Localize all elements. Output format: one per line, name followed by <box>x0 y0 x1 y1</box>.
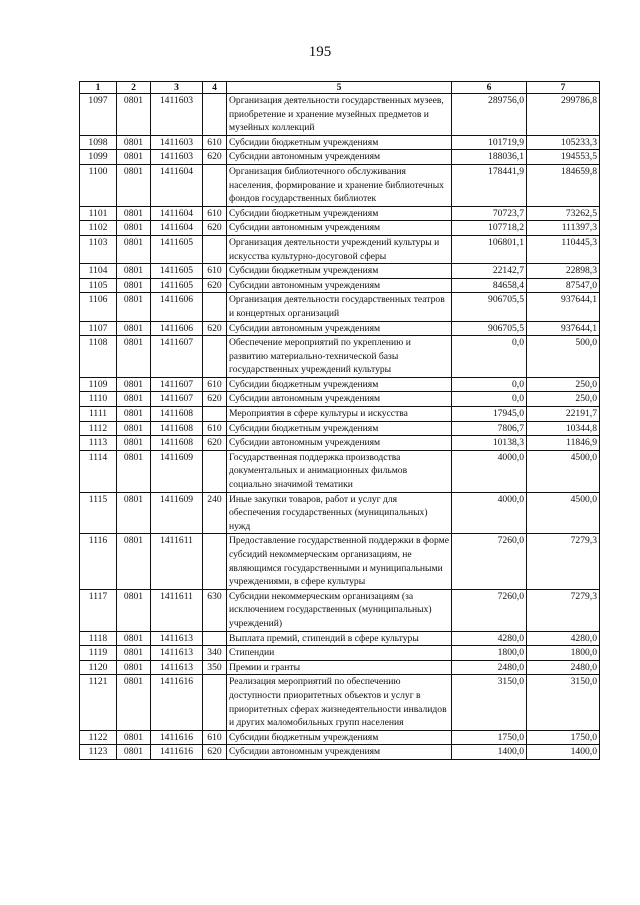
table-row <box>80 336 600 378</box>
table-row <box>80 293 600 321</box>
row-number: 1101 <box>80 206 117 221</box>
row-description: Субсидии автономным учреждениям <box>227 436 452 451</box>
article-code: 1411607 <box>151 377 203 392</box>
table-row <box>80 264 600 279</box>
row-number: 1099 <box>80 150 117 165</box>
row-number: 1108 <box>80 336 117 378</box>
expense-type-code: 620 <box>203 278 227 293</box>
section-code: 0801 <box>117 321 151 336</box>
amount-col-6: 188036,1 <box>452 150 527 165</box>
section-code: 0801 <box>117 164 151 206</box>
expense-type-code <box>203 336 227 378</box>
row-number: 1115 <box>80 492 117 534</box>
amount-col-7: 110445,3 <box>527 235 600 263</box>
row-number: 1104 <box>80 264 117 279</box>
expense-type-code <box>203 675 227 730</box>
row-description: Государственная поддержка производства документальных и анимационных фильмов социально значимой тематики <box>227 450 452 492</box>
article-code: 1411605 <box>151 235 203 263</box>
article-code: 1411604 <box>151 206 203 221</box>
section-code: 0801 <box>117 646 151 661</box>
amount-col-7: 937644,1 <box>527 321 600 336</box>
article-code: 1411608 <box>151 436 203 451</box>
article-code: 1411613 <box>151 631 203 646</box>
amount-col-7: 2480,0 <box>527 660 600 675</box>
section-code: 0801 <box>117 745 151 760</box>
expense-type-code: 620 <box>203 392 227 407</box>
section-code: 0801 <box>117 135 151 150</box>
amount-col-6: 289756,0 <box>452 94 527 136</box>
row-number: 1120 <box>80 660 117 675</box>
amount-col-6: 0,0 <box>452 377 527 392</box>
table-row <box>80 646 600 661</box>
table-row <box>80 589 600 631</box>
article-code: 1411605 <box>151 264 203 279</box>
budget-table <box>79 81 600 760</box>
expense-type-code: 610 <box>203 264 227 279</box>
amount-col-7: 22898,3 <box>527 264 600 279</box>
expense-type-code <box>203 293 227 321</box>
article-code: 1411616 <box>151 675 203 730</box>
col-header-2: 2 <box>117 82 151 94</box>
section-code: 0801 <box>117 264 151 279</box>
section-code: 0801 <box>117 94 151 136</box>
expense-type-code <box>203 450 227 492</box>
row-description: Премии и гранты <box>227 660 452 675</box>
section-code: 0801 <box>117 278 151 293</box>
section-code: 0801 <box>117 534 151 589</box>
table-row <box>80 421 600 436</box>
amount-col-7: 1800,0 <box>527 646 600 661</box>
row-description: Субсидии автономным учреждениям <box>227 221 452 236</box>
section-code: 0801 <box>117 206 151 221</box>
amount-col-7: 4500,0 <box>527 492 600 534</box>
amount-col-6: 1800,0 <box>452 646 527 661</box>
row-description: Субсидии автономным учреждениям <box>227 392 452 407</box>
row-number: 1107 <box>80 321 117 336</box>
expense-type-code: 340 <box>203 646 227 661</box>
expense-type-code <box>203 235 227 263</box>
article-code: 1411611 <box>151 534 203 589</box>
row-description: Организация библиотечного обслуживания населения, формирование и хранение библиотечных фондов государственных библиотек <box>227 164 452 206</box>
amount-col-7: 937644,1 <box>527 293 600 321</box>
amount-col-7: 4280,0 <box>527 631 600 646</box>
row-description: Организация деятельности государственных театров и концертных организаций <box>227 293 452 321</box>
amount-col-6: 70723,7 <box>452 206 527 221</box>
table-row <box>80 221 600 236</box>
expense-type-code <box>203 94 227 136</box>
article-code: 1411604 <box>151 221 203 236</box>
expense-type-code: 630 <box>203 589 227 631</box>
section-code: 0801 <box>117 221 151 236</box>
amount-col-6: 4000,0 <box>452 450 527 492</box>
amount-col-7: 7279,3 <box>527 589 600 631</box>
expense-type-code <box>203 631 227 646</box>
expense-type-code: 620 <box>203 745 227 760</box>
row-description: Субсидии автономным учреждениям <box>227 150 452 165</box>
amount-col-6: 10138,3 <box>452 436 527 451</box>
row-number: 1114 <box>80 450 117 492</box>
section-code: 0801 <box>117 293 151 321</box>
row-number: 1112 <box>80 421 117 436</box>
amount-col-6: 7260,0 <box>452 534 527 589</box>
article-code: 1411616 <box>151 730 203 745</box>
row-description: Стипендии <box>227 646 452 661</box>
row-description: Субсидии некоммерческим организациям (за исключением государственных (муниципальных) учреждений) <box>227 589 452 631</box>
table-row <box>80 675 600 730</box>
article-code: 1411608 <box>151 407 203 422</box>
row-number: 1097 <box>80 94 117 136</box>
section-code: 0801 <box>117 730 151 745</box>
row-description: Мероприятия в сфере культуры и искусства <box>227 407 452 422</box>
row-description: Реализация мероприятий по обеспечению доступности приоритетных объектов и услуг в приоритетных сферах жизнедеятельности инвалидов и других маломобильных групп населения <box>227 675 452 730</box>
article-code: 1411606 <box>151 293 203 321</box>
article-code: 1411603 <box>151 135 203 150</box>
amount-col-6: 3150,0 <box>452 675 527 730</box>
amount-col-7: 11846,9 <box>527 436 600 451</box>
article-code: 1411603 <box>151 94 203 136</box>
article-code: 1411611 <box>151 589 203 631</box>
row-description: Субсидии бюджетным учреждениям <box>227 421 452 436</box>
row-number: 1121 <box>80 675 117 730</box>
section-code: 0801 <box>117 589 151 631</box>
amount-col-7: 7279,3 <box>527 534 600 589</box>
table-row <box>80 377 600 392</box>
row-number: 1105 <box>80 278 117 293</box>
table-row <box>80 631 600 646</box>
amount-col-6: 906705,5 <box>452 293 527 321</box>
table-row <box>80 450 600 492</box>
expense-type-code <box>203 407 227 422</box>
amount-col-6: 4280,0 <box>452 631 527 646</box>
article-code: 1411607 <box>151 336 203 378</box>
table-row <box>80 206 600 221</box>
row-description: Организация деятельности учреждений культуры и искусства культурно-досуговой сферы <box>227 235 452 263</box>
row-number: 1119 <box>80 646 117 661</box>
article-code: 1411613 <box>151 646 203 661</box>
amount-col-6: 7260,0 <box>452 589 527 631</box>
section-code: 0801 <box>117 407 151 422</box>
row-number: 1116 <box>80 534 117 589</box>
amount-col-7: 1400,0 <box>527 745 600 760</box>
expense-type-code: 620 <box>203 321 227 336</box>
amount-col-7: 10344,8 <box>527 421 600 436</box>
row-number: 1123 <box>80 745 117 760</box>
amount-col-7: 87547,0 <box>527 278 600 293</box>
article-code: 1411616 <box>151 745 203 760</box>
amount-col-6: 22142,7 <box>452 264 527 279</box>
row-number: 1113 <box>80 436 117 451</box>
article-code: 1411605 <box>151 278 203 293</box>
table-row <box>80 321 600 336</box>
table-row <box>80 407 600 422</box>
expense-type-code: 610 <box>203 206 227 221</box>
expense-type-code: 620 <box>203 150 227 165</box>
amount-col-7: 111397,3 <box>527 221 600 236</box>
row-number: 1122 <box>80 730 117 745</box>
table-row <box>80 492 600 534</box>
amount-col-7: 299786,8 <box>527 94 600 136</box>
row-description: Субсидии бюджетным учреждениям <box>227 730 452 745</box>
table-row <box>80 730 600 745</box>
row-number: 1106 <box>80 293 117 321</box>
row-number: 1103 <box>80 235 117 263</box>
section-code: 0801 <box>117 492 151 534</box>
amount-col-6: 1400,0 <box>452 745 527 760</box>
amount-col-7: 3150,0 <box>527 675 600 730</box>
article-code: 1411604 <box>151 164 203 206</box>
amount-col-6: 107718,2 <box>452 221 527 236</box>
section-code: 0801 <box>117 450 151 492</box>
amount-col-6: 84658,4 <box>452 278 527 293</box>
page-number: 195 <box>308 44 332 60</box>
table-row <box>80 150 600 165</box>
amount-col-6: 7806,7 <box>452 421 527 436</box>
article-code: 1411608 <box>151 421 203 436</box>
col-header-3: 3 <box>151 82 203 94</box>
expense-type-code: 350 <box>203 660 227 675</box>
amount-col-7: 1750,0 <box>527 730 600 745</box>
article-code: 1411606 <box>151 321 203 336</box>
amount-col-6: 17945,0 <box>452 407 527 422</box>
section-code: 0801 <box>117 421 151 436</box>
row-number: 1098 <box>80 135 117 150</box>
section-code: 0801 <box>117 675 151 730</box>
amount-col-6: 2480,0 <box>452 660 527 675</box>
article-code: 1411609 <box>151 492 203 534</box>
amount-col-7: 105233,3 <box>527 135 600 150</box>
expense-type-code: 610 <box>203 377 227 392</box>
expense-type-code: 610 <box>203 730 227 745</box>
row-description: Субсидии автономным учреждениям <box>227 278 452 293</box>
col-header-7: 7 <box>527 82 600 94</box>
row-number: 1109 <box>80 377 117 392</box>
section-code: 0801 <box>117 336 151 378</box>
row-number: 1100 <box>80 164 117 206</box>
amount-col-6: 101719,9 <box>452 135 527 150</box>
row-description: Субсидии автономным учреждениям <box>227 321 452 336</box>
table-row <box>80 164 600 206</box>
section-code: 0801 <box>117 660 151 675</box>
section-code: 0801 <box>117 392 151 407</box>
table-row <box>80 392 600 407</box>
table-row <box>80 135 600 150</box>
row-number: 1110 <box>80 392 117 407</box>
amount-col-6: 906705,5 <box>452 321 527 336</box>
amount-col-6: 0,0 <box>452 336 527 378</box>
amount-col-6: 106801,1 <box>452 235 527 263</box>
amount-col-7: 250,0 <box>527 392 600 407</box>
expense-type-code: 620 <box>203 221 227 236</box>
amount-col-7: 4500,0 <box>527 450 600 492</box>
table-row <box>80 745 600 760</box>
expense-type-code: 620 <box>203 436 227 451</box>
row-number: 1102 <box>80 221 117 236</box>
row-description: Субсидии бюджетным учреждениям <box>227 206 452 221</box>
col-header-1: 1 <box>80 82 117 94</box>
row-number: 1111 <box>80 407 117 422</box>
row-description: Субсидии бюджетным учреждениям <box>227 135 452 150</box>
article-code: 1411613 <box>151 660 203 675</box>
table-row <box>80 534 600 589</box>
amount-col-7: 73262,5 <box>527 206 600 221</box>
table-row <box>80 436 600 451</box>
row-number: 1117 <box>80 589 117 631</box>
amount-col-7: 184659,8 <box>527 164 600 206</box>
row-description: Иные закупки товаров, работ и услуг для обеспечения государственных (муниципальных) нужд <box>227 492 452 534</box>
section-code: 0801 <box>117 377 151 392</box>
amount-col-6: 178441,9 <box>452 164 527 206</box>
amount-col-6: 0,0 <box>452 392 527 407</box>
header-row <box>80 82 600 94</box>
amount-col-7: 250,0 <box>527 377 600 392</box>
article-code: 1411603 <box>151 150 203 165</box>
table-row <box>80 235 600 263</box>
amount-col-7: 194553,5 <box>527 150 600 165</box>
amount-col-7: 500,0 <box>527 336 600 378</box>
row-description: Предоставление государственной поддержки в форме субсидий некоммерческим организациям, не являющимся государственными и муниципальными учреждениями, в сфере культуры <box>227 534 452 589</box>
table-row <box>80 278 600 293</box>
amount-col-7: 22191,7 <box>527 407 600 422</box>
row-description: Обеспечение мероприятий по укреплению и развитию материально-технической базы государственных учреждений культуры <box>227 336 452 378</box>
expense-type-code <box>203 164 227 206</box>
row-description: Субсидии автономным учреждениям <box>227 745 452 760</box>
row-number: 1118 <box>80 631 117 646</box>
expense-type-code: 610 <box>203 135 227 150</box>
row-description: Организация деятельности государственных музеев, приобретение и хранение музейных предметов и музейных коллекций <box>227 94 452 136</box>
section-code: 0801 <box>117 150 151 165</box>
expense-type-code <box>203 534 227 589</box>
expense-type-code: 240 <box>203 492 227 534</box>
row-description: Субсидии бюджетным учреждениям <box>227 264 452 279</box>
section-code: 0801 <box>117 631 151 646</box>
section-code: 0801 <box>117 235 151 263</box>
amount-col-6: 4000,0 <box>452 492 527 534</box>
col-header-4: 4 <box>203 82 227 94</box>
col-header-6: 6 <box>452 82 527 94</box>
table-row <box>80 94 600 136</box>
row-description: Выплата премий, стипендий в сфере культуры <box>227 631 452 646</box>
section-code: 0801 <box>117 436 151 451</box>
amount-col-6: 1750,0 <box>452 730 527 745</box>
table-row <box>80 660 600 675</box>
row-description: Субсидии бюджетным учреждениям <box>227 377 452 392</box>
table-body <box>80 94 600 760</box>
article-code: 1411607 <box>151 392 203 407</box>
article-code: 1411609 <box>151 450 203 492</box>
expense-type-code: 610 <box>203 421 227 436</box>
col-header-5: 5 <box>227 82 452 94</box>
